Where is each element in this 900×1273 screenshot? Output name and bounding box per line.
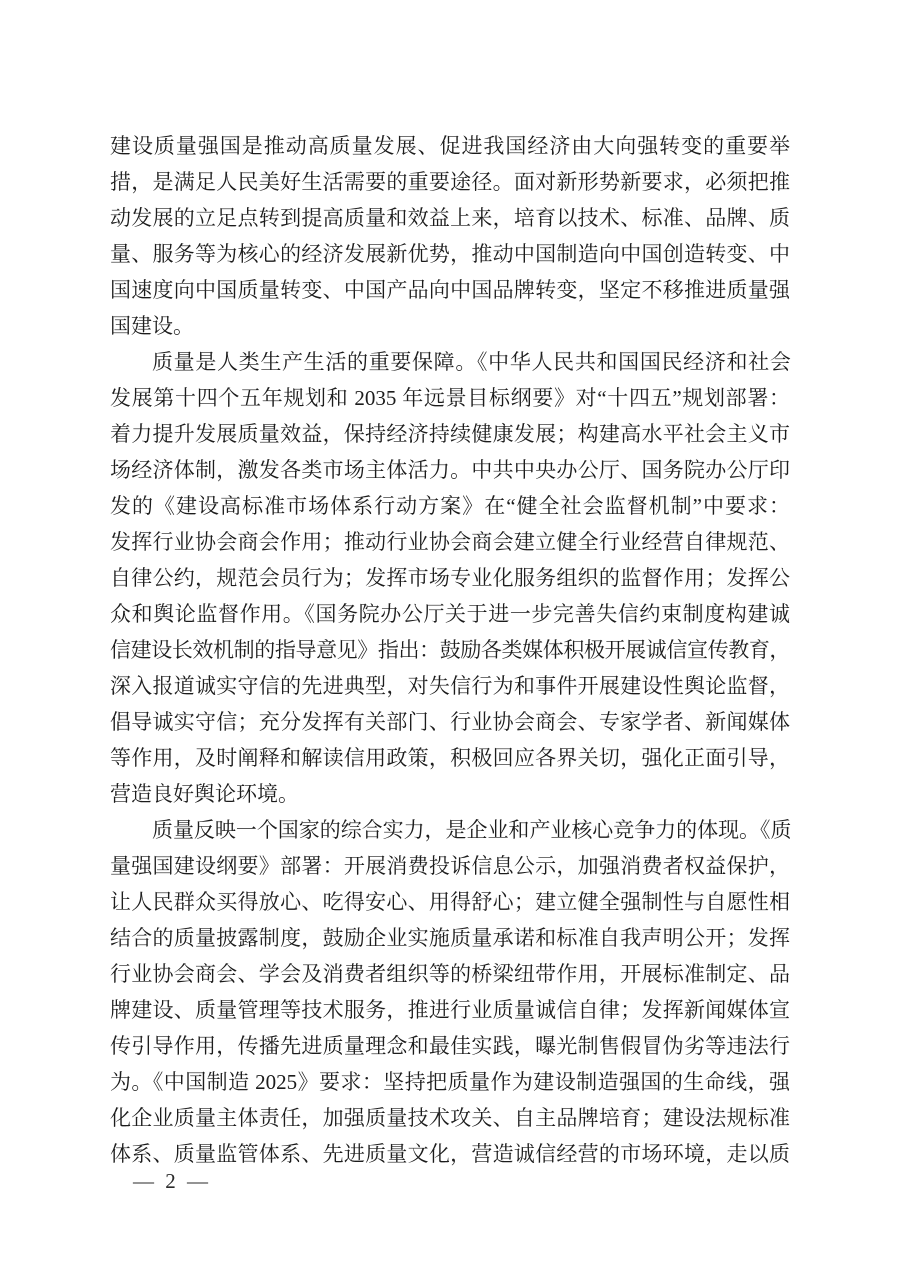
text-line: 营造良好舆论环境。 xyxy=(110,782,299,806)
paragraph xyxy=(110,344,790,812)
text-line: 量强国建设纲要》部署：开展消费投诉信息公示，加强消费者权益保护， xyxy=(110,854,790,878)
paragraph xyxy=(110,812,790,1172)
text-line: 国建设。 xyxy=(110,314,194,338)
text-line: 量、服务等为核心的经济发展新优势，推动中国制造向中国创造转变、中 xyxy=(110,242,790,266)
text-line: 众和舆论监督作用。《国务院办公厅关于进一步完善失信约束制度构建诚 xyxy=(110,602,790,626)
text-line: 倡导诚实守信；充分发挥有关部门、行业协会商会、专家学者、新闻媒体 xyxy=(110,710,790,734)
paragraph xyxy=(110,128,790,344)
text-line: 场经济体制，激发各类市场主体活力。中共中央办公厅、国务院办公厅印 xyxy=(110,458,790,482)
text-line: 化企业质量主体责任，加强质量技术攻关、自主品牌培育；建设法规标准 xyxy=(110,1106,790,1130)
text-line: 传引导作用，传播先进质量理念和最佳实践，曝光制售假冒伪劣等违法行 xyxy=(110,1034,790,1058)
text-line: 自律公约，规范会员行为；发挥市场专业化服务组织的监督作用；发挥公 xyxy=(110,566,790,590)
text-line: 深入报道诚实守信的先进典型，对失信行为和事件开展建设性舆论监督， xyxy=(110,674,790,698)
text-line: 等作用，及时阐释和解读信用政策，积极回应各界关切，强化正面引导， xyxy=(110,746,790,770)
text-line: 发挥行业协会商会作用；推动行业协会商会建立健全行业经营自律规范、 xyxy=(110,530,790,554)
text-line: 让人民群众买得放心、吃得安心、用得舒心；建立健全强制性与自愿性相 xyxy=(110,890,790,914)
text-line: 体系、质量监管体系、先进质量文化，营造诚信经营的市场环境，走以质 xyxy=(110,1142,790,1166)
body-text xyxy=(110,128,790,1172)
text-line: 措，是满足人民美好生活需要的重要途径。面对新形势新要求，必须把推 xyxy=(110,170,790,194)
text-line: 为。《中国制造 2025》要求：坚持把质量作为建设制造强国的生命线，强 xyxy=(110,1070,790,1094)
text-line: 发的《建设高标准市场体系行动方案》在“健全社会监督机制”中要求： xyxy=(110,494,790,518)
text-line: 质量是人类生产生活的重要保障。《中华人民共和国国民经济和社会 xyxy=(152,350,790,374)
text-line: 信建设长效机制的指导意见》指出：鼓励各类媒体积极开展诚信宣传教育， xyxy=(110,638,790,662)
text-line: 国速度向中国质量转变、中国产品向中国品牌转变，坚定不移推进质量强 xyxy=(110,278,790,302)
page-number: — 2 — xyxy=(133,1169,211,1193)
text-line: 结合的质量披露制度，鼓励企业实施质量承诺和标准自我声明公开；发挥 xyxy=(110,926,790,950)
text-line: 建设质量强国是推动高质量发展、促进我国经济由大向强转变的重要举 xyxy=(110,134,790,158)
text-line: 发展第十四个五年规划和 2035 年远景目标纲要》对“十四五”规划部署： xyxy=(110,386,790,410)
text-line: 动发展的立足点转到提高质量和效益上来，培育以技术、标准、品牌、质 xyxy=(110,206,790,230)
text-line: 行业协会商会、学会及消费者组织等的桥梁纽带作用，开展标准制定、品 xyxy=(110,962,790,986)
text-line: 牌建设、质量管理等技术服务，推进行业质量诚信自律；发挥新闻媒体宣 xyxy=(110,998,790,1022)
text-line: 着力提升发展质量效益，保持经济持续健康发展；构建高水平社会主义市 xyxy=(110,422,790,446)
text-line: 质量反映一个国家的综合实力，是企业和产业核心竞争力的体现。《质 xyxy=(152,818,790,842)
